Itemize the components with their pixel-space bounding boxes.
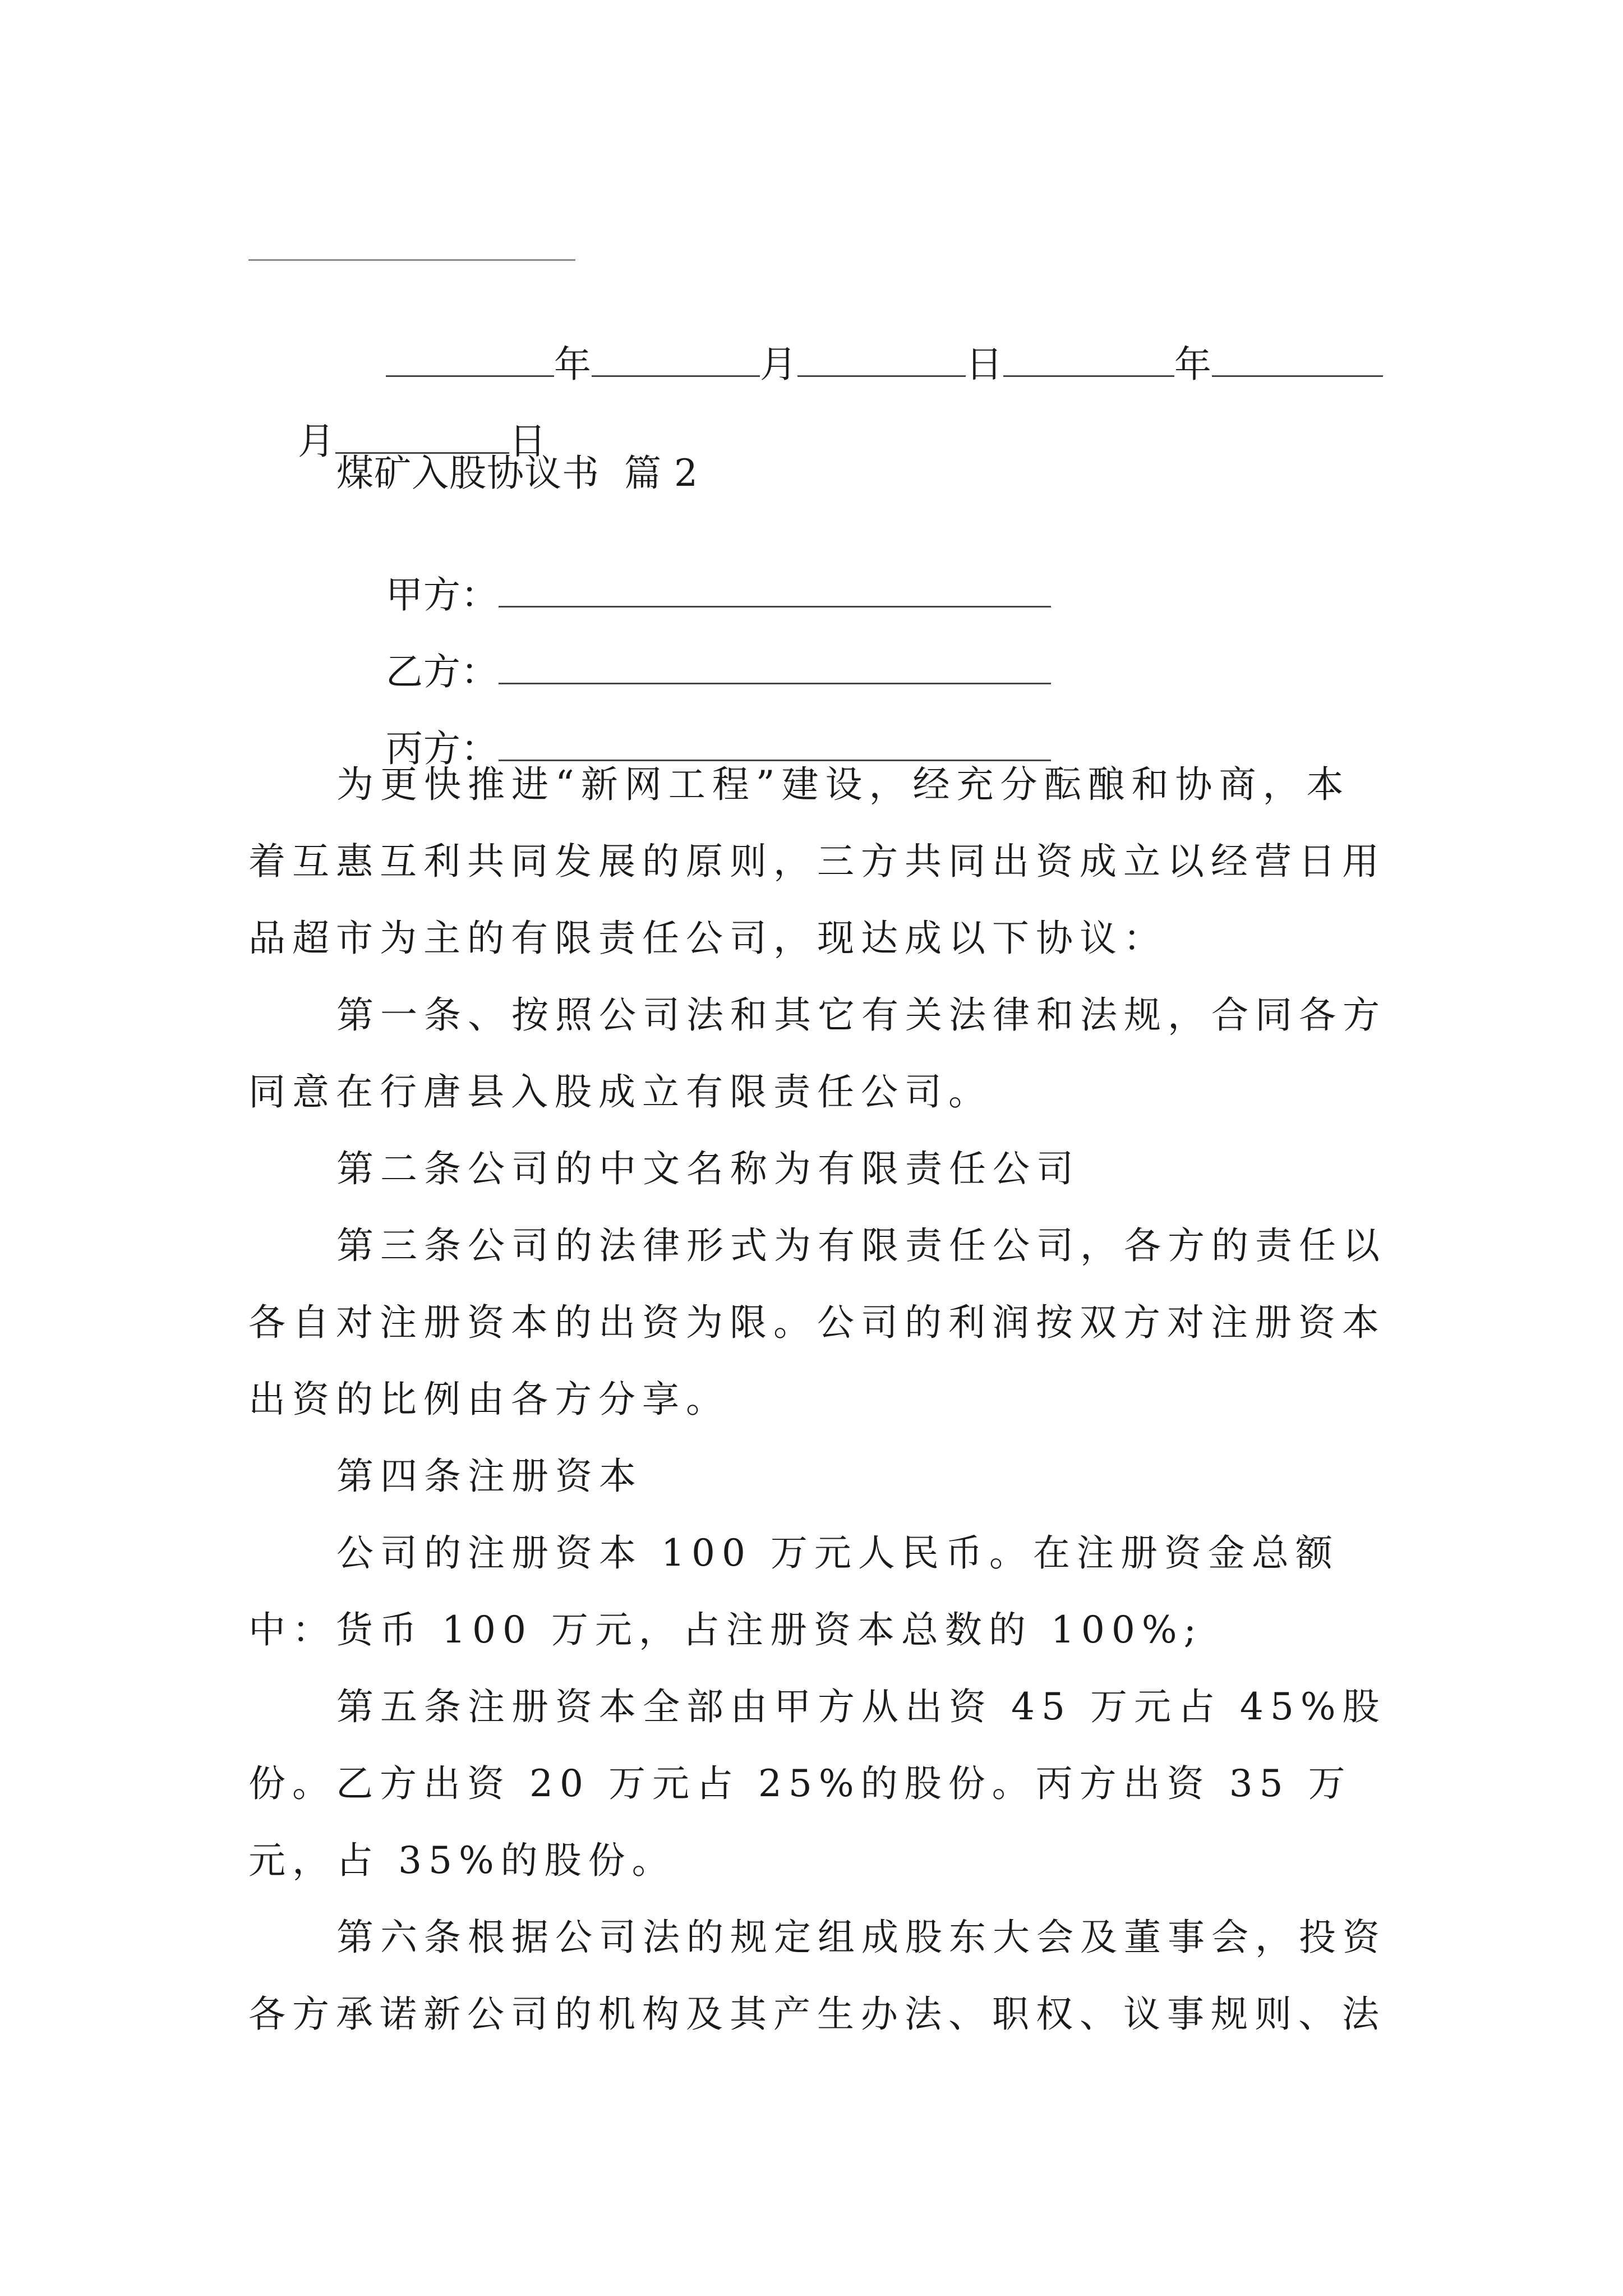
top-divider [248, 259, 575, 261]
year-label-2: 年 [1174, 343, 1212, 386]
day-label-2: 日 [509, 420, 547, 463]
party-c-label: 丙方： [385, 727, 499, 770]
paragraph-intro: 为更快推进“新网工程”建设，经充分酝酿和协商，本着互惠互利共同发展的原则，三方共同出资成立以经营日用品超市为主的有限责任公司，现达成以下协议： [248, 763, 1386, 960]
year-label-1: 年 [554, 343, 592, 386]
paragraph-article-6: 第六条根据公司法的规定组成股东大会及董事会，投资各方承诺新公司的机构及其产生办法、职权、议事规则、法 [248, 1916, 1386, 2036]
party-b-blank [499, 650, 1051, 684]
day-label-1: 日 [965, 343, 1003, 386]
year-blank-2 [1003, 343, 1174, 377]
party-a-blank [499, 573, 1051, 608]
year-blank-1 [386, 343, 554, 377]
month-blank-2 [1212, 343, 1383, 377]
party-b-label: 乙方： [385, 650, 499, 693]
paragraph-article-1: 第一条、按照公司法和其它有关法律和法规，合同各方同意在行唐县入股成立有限责任公司。 [248, 993, 1386, 1114]
paragraph-article-4-heading: 第四条注册资本 [336, 1455, 643, 1498]
month-blank-1 [592, 343, 760, 377]
paragraph-article-4-body: 公司的注册资本 100 万元人民币。在注册资金总额中：货币 100 万元，占注册资本总数的 100%; [248, 1531, 1339, 1651]
section-title: 煤矿入股协议书 篇 2 [336, 452, 698, 495]
day-blank-1 [797, 343, 966, 377]
paragraph-article-2: 第二条公司的中文名称为有限责任公司 [336, 1147, 1080, 1190]
paragraph-article-5: 第五条注册资本全部由甲方从出资 45 万元占 45%股份。乙方出资 20 万元占 25%的股份。丙方出资 35 万元，占 35%的股份。 [248, 1685, 1386, 1882]
month-label-2: 月 [297, 420, 335, 463]
party-a-label: 甲方： [385, 573, 499, 616]
month-label-1: 月 [759, 343, 797, 386]
paragraph-article-3: 第三条公司的法律形式为有限责任公司，各方的责任以各自对注册资本的出资为限。公司的利润按双方对注册资本出资的比例由各方分享。 [248, 1224, 1386, 1421]
day-blank-2 [335, 420, 509, 454]
